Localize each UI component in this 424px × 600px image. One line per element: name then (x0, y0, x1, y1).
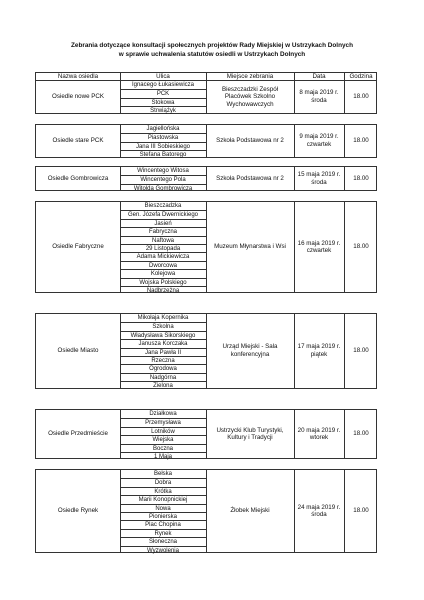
street-item: Wojska Polskiego (120, 278, 206, 286)
street-item: Kolejowa (120, 269, 206, 277)
meeting-time: 18.00 (353, 430, 369, 438)
estate-name: Osiedle nowe PCK (52, 93, 104, 101)
street-item: PCK (120, 89, 206, 97)
estate-name: Osiedle Miasto (57, 347, 99, 355)
street-item: Dobra (120, 478, 206, 486)
street-item: Strwiążyk (120, 106, 206, 114)
street-item: Wincentego Witosa (137, 168, 189, 174)
street-item: Lotników (120, 427, 206, 435)
street-item: Marii Konopnickiej (120, 495, 206, 503)
street-list (120, 470, 206, 552)
meeting-date: 24 maja 2019 r. środa (297, 503, 341, 518)
street-item: Ogrodowa (120, 364, 206, 372)
street-list (120, 410, 206, 458)
meeting-date: 16 maja 2019 r. czwartek (297, 239, 341, 255)
estate-name: Osiedle stare PCK (52, 137, 104, 145)
meeting-date: 9 maja 2019 r. czwartek (299, 133, 339, 148)
meeting-date: 8 maja 2019 r. środa (299, 89, 339, 104)
meeting-place: Szkoła Podstawowa nr 2 (216, 174, 284, 182)
street-item: Plac Chopina (120, 520, 206, 528)
street-item: Dworcowa (120, 261, 206, 269)
meeting-time: 18.00 (353, 174, 369, 182)
street-item: Szkolna (120, 322, 206, 330)
street-item: 29 Listopada (120, 244, 206, 252)
street-item: Nowa (120, 504, 206, 512)
estate-name: Osiedle Fabryczne (52, 243, 104, 251)
street-item: Bełska (153, 471, 172, 477)
estate-block (35, 469, 377, 553)
street-item: Wiejska (120, 435, 206, 443)
header-streets: Ulica (156, 73, 170, 80)
meeting-time: 18.00 (353, 243, 369, 251)
meeting-date: 20 maja 2019 r. wtorek (297, 426, 341, 442)
meeting-date: 17 maja 2019 r. piątek (297, 343, 341, 358)
meeting-place: Bieszczadzki Zespół Placówek Szkolno Wychowawczych (221, 85, 279, 108)
street-item: 1 Maja (120, 452, 206, 460)
street-item: Stokowa (120, 98, 206, 106)
street-item: Nadgórna (120, 373, 206, 381)
street-list (120, 167, 206, 190)
street-item: Witolda Gombrowicza (120, 184, 206, 192)
street-item: Boczna (120, 444, 206, 452)
street-list (120, 81, 206, 113)
street-item: Działkowa (149, 411, 177, 417)
street-item: Fabryczna (120, 227, 206, 235)
street-item: Gen. Józefa Dwernickiego (120, 210, 206, 218)
title-line-1: Zebrania dotyczące konsultacji społecznych projektów Rady Miejskiej w Ustrzykach Dolnych (71, 42, 353, 49)
street-item: Ignacego Łukasiewicza (131, 82, 195, 88)
street-list (120, 125, 206, 157)
header-place: Miejsce zebrania (226, 73, 274, 80)
street-item: Krótka (120, 487, 206, 495)
street-item: Pionierska (120, 512, 206, 520)
street-item: Władysława Sikorskiego (120, 331, 206, 339)
estate-block (35, 124, 377, 158)
street-item: Jasień (120, 219, 206, 227)
meeting-place: Żłobek Miejski (230, 507, 270, 515)
street-item: Nadbrzeżna (120, 286, 206, 294)
street-item: Słoneczna (120, 537, 206, 545)
header-date: Data (312, 73, 326, 80)
meeting-time: 18.00 (353, 507, 369, 515)
estate-block (35, 166, 377, 191)
street-item: Piastowska (120, 133, 206, 141)
street-item: Rzeczna (120, 356, 206, 364)
meeting-date: 15 maja 2019 r. środa (297, 171, 341, 186)
estate-block (35, 313, 377, 389)
street-item: Naftowa (120, 236, 206, 244)
estate-name: Osiedle Gombrowicza (47, 174, 109, 182)
meeting-place: Szkoła Podstawowa nr 2 (216, 137, 284, 145)
meeting-place: Muzeum Młynarstwa i Wsi (214, 243, 286, 251)
estate-name: Osiedle Przedmieście (48, 430, 108, 438)
street-list (120, 314, 206, 388)
meeting-place: Urząd Miejski - Sala konferencyjna (222, 343, 278, 358)
estate-name: Osiedle Rynek (57, 507, 99, 515)
street-item: Jagiellońska (146, 126, 180, 132)
street-item: Jana III Sobieskiego (120, 142, 206, 150)
street-item: Stefana Batorego (120, 150, 206, 158)
street-item: Jana Pawła II (120, 348, 206, 356)
meeting-time: 18.00 (353, 137, 369, 145)
meeting-place: Ustrzycki Klub Turystyki, Kultury i Tradycji (216, 426, 284, 442)
street-item: Janusza Korczaka (120, 339, 206, 347)
street-item: Wincentego Pola (120, 175, 206, 183)
document-title (0, 42, 424, 59)
street-item: Zielona (120, 381, 206, 389)
estate-block (35, 409, 377, 459)
meeting-time: 18.00 (353, 347, 369, 355)
street-list (120, 202, 206, 292)
street-item: Rynek (120, 529, 206, 537)
street-item: Wyzwolenia (120, 546, 206, 554)
meeting-time: 18.00 (353, 93, 369, 101)
street-item: Bieszczadzka (144, 203, 182, 209)
street-item: Mikołaja Kopernika (137, 315, 189, 321)
header-name: Nazwa osiedla (57, 73, 99, 80)
street-item: Przemysława (120, 418, 206, 426)
header-time: Godzina (349, 73, 373, 80)
estate-block (35, 80, 377, 114)
street-item: Adama Mickiewicza (120, 252, 206, 260)
estate-block (35, 201, 377, 293)
title-line-2: w sprawie uchwalenia statutów osiedli w Ustrzykach Dolnych (118, 50, 306, 58)
